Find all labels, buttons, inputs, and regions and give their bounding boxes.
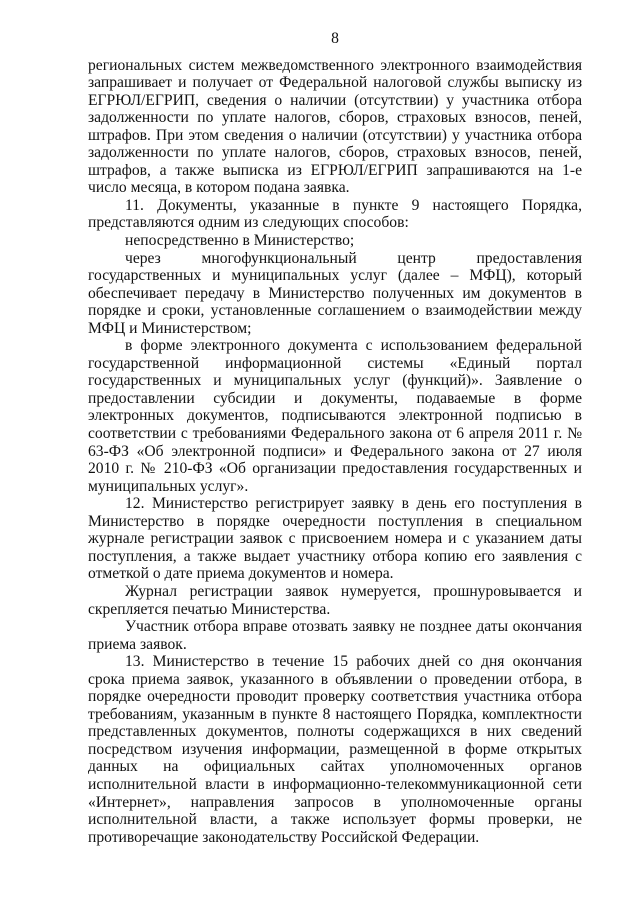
paragraph-method-electronic: в форме электронного документа с использованием федеральной государственной информационной системы «Единый портал государственных и муниципальных услуг (функций)». Заявление о предоставлении субсидии и документы, подаваемые в форме электронных документов, подписываются электронной подписью в соответствии с требованиями Федерального закона от 6 апреля 2011 г. № 63-ФЗ «Об электронной подписи» и Федерального закона от 27 июля 2010 г. № 210-ФЗ «Об организации предоставления государственных и муниципальных услуг».: [88, 337, 582, 495]
paragraph-continuation: региональных систем межведомственного электронного взаимодействия запрашивает и получает от Федеральной налоговой службы выписку из ЕГРЮЛ/ЕГРИП, сведения о наличии (отсутствии) у участника отбора задолженности по уплате налогов, сборов, страховых взносов, пеней, штрафов. При этом сведения о наличии (отсутствии) у участника отбора задолженности по уплате налогов, сборов, страховых взносов, пеней, штрафов, а также выписка из ЕГРЮЛ/ЕГРИП запрашиваются на 1-е число месяца, в котором подана заявка.: [88, 56, 582, 197]
paragraph-13: 13. Министерство в течение 15 рабочих дней со дня окончания срока приема заявок, указанного в объявлении о проведении отбора, в порядке очередности проводит проверку соответствия участника отбора требованиям, указанным в пункте 8 настоящего Порядка, комплектности представленных документов, полноты содержащихся в них сведений посредством изучения информации, размещенной в форме открытых данных на официальных сайтах уполномоченных органов исполнительной власти в информационно-телекоммуникационной сети «Интернет», направления запросов в уполномоченные органы исполнительной власти, а также использует формы проверки, не противоречащие законодательству Российской Федерации.: [88, 653, 582, 846]
paragraph-11: 11. Документы, указанные в пункте 9 настоящего Порядка, представляются одним из следующих способов:: [88, 196, 582, 232]
page-number: 8: [331, 30, 339, 47]
paragraph-method-ministry: непосредственно в Министерство;: [125, 232, 355, 250]
paragraph-journal: Журнал регистрации заявок нумеруется, прошнуровывается и скрепляется печатью Министерства.: [88, 582, 582, 618]
paragraph-withdraw: Участник отбора вправе отозвать заявку не позднее даты окончания приема заявок.: [88, 618, 582, 653]
paragraph-method-mfc: через многофункциональный центр предоставления государственных и муниципальных услуг (далее – МФЦ), который обеспечивает передачу в Министерство полученных им документов в порядке и сроки, установленные соглашением о взаимодействии между МФЦ и Министерством;: [88, 249, 582, 337]
paragraph-12: 12. Министерство регистрирует заявку в день его поступления в Министерство в порядке очередности поступления в специальном журнале регистрации заявок с присвоением номера и с указанием даты поступления, а также выдает участнику отбора копию его заявления с отметкой о дате приема документов и номера.: [88, 495, 582, 583]
